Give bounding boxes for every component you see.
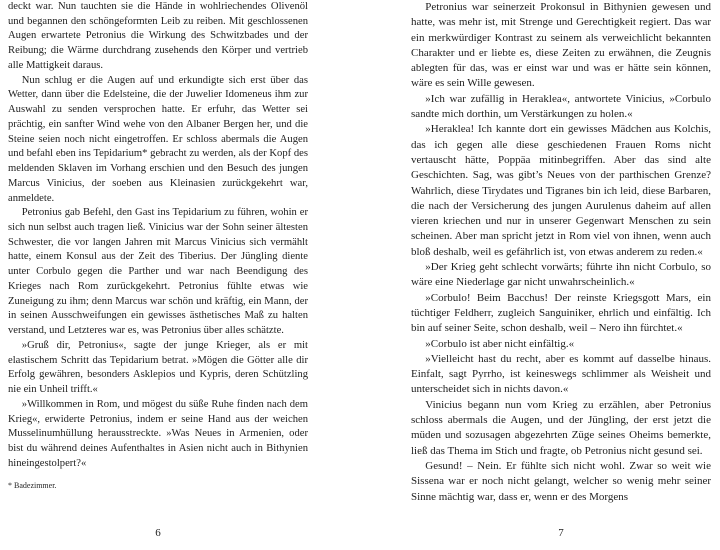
paragraph: Gesund! – Nein. Er fühlte sich nicht wohl. Zwar so weit wie Sissena war er noch nicht gelangt, welcher so wenig mehr seiner Sinne mächtig war, dass er, wenn er des Morgens [411,459,711,503]
page-number: 6 [155,527,161,539]
paragraph: »Gruß dir, Petronius«, sagte der junge Krieger, als er mit elastischem Schritt das Tepidarium betrat. »Mögen die Götter alle dir Erfolg gewähren, besonders Asklepios und Kypris, deren Schützling nie ein Unheil trifft.« [8,339,308,396]
paragraph: »Vielleicht hast du recht, aber es kommt auf dasselbe hinaus. Einfalt, sagt Pyrrho, ist keineswegs schlimmer als Weisheit und unterscheidet sich in nichts davon.« [411,352,711,396]
paragraph: Petronius gab Befehl, den Gast ins Tepidarium zu führen, wohin er sich nun selbst auch tragen ließ. Vinicius war der Sohn seiner ältesten Schwester, die vor langen Jahren mit Marcus Vinicius sich vermählt hatte, einem Konsul aus der Zeit des Tiberius. Der Jüngling diente unter Corbulo gegen die Parther und war nach Beendigung des Krieges nach Rom zurückgekehrt. Petronius fühlte etwas wie Zuneigung zu ihm; denn Marcus war schön und kräftig, ein Mann, der in seinen Ausschweifungen ein gewisses ästhetisches Maß zu halten verstand, und Letzteres war es, was Petronius über alles schätzte. [8,207,308,337]
paragraph: »Corbulo! Beim Bacchus! Der reinste Kriegsgott Mars, ein tüchtiger Feldherr, zugleich Sanguiniker, ehrlich und einfältig. Ich bin auf seiner Seite, schon deshalb, weil – Nero ihn fürchtet.« [411,291,711,335]
paragraph: »Willkommen in Rom, und mögest du süße Ruhe finden nach dem Krieg«, erwiderte Petronius, indem er seine Hand aus der weichen Musselinumhüllung herausstreckte. »Was Neues in Armenien, oder bist du während deines Aufenthaltes in Asien nicht auch in Bithynien hineingestolpert?« [8,398,308,469]
paragraph: »Heraklea! Ich kannte dort ein gewisses Mädchen aus Kolchis, das ich gegen alle diese geschiedenen Frauen Roms nicht vertauscht hätte, Poppäa mitinbegriffen. Aber das sind alte Geschichten. Sag, was gibt’s Neues von der parthischen Grenze? Wahrlich, diese Tirydates und Tigranes bin ich leid, diese Barbaren, die nach der Versicherung des jungen Aurulenus daheim auf allen vieren kriechen und nur in unserer Gegenwart Menschen zu sein scheinen. Aber man spricht jetzt in Rom viel von ihnen, wenn auch bloß deshalb, weil es gefährlich ist, von etwas anderem zu reden.« [411,123,711,258]
right-page-text [411,0,711,505]
left-page-text [8,0,308,472]
right-page [411,0,711,550]
left-page [8,0,308,550]
paragraph: deckt war. Nun tauchten sie die Hände in wohlriechendes Olivenöl und begannen den schöngeformten Leib zu reiben. Mit geschlossenen Augen erwartete Petronius die Wirkung des Schwitzbades und der Reibung; die Wärme durchdrang zusehends den Körper und vertrieb alle Mattigkeit daraus. [8,1,308,71]
paragraph: »Ich war zufällig in Heraklea«, antwortete Vinicius, »Corbulo sandte mich dorthin, um Verstärkungen zu holen.« [411,92,711,121]
paragraph: Vinicius begann nun vom Krieg zu erzählen, aber Petronius schloss abermals die Augen, und der Jüngling, der erst jetzt die müden und sozusagen abgezehrten Züge seines Oheims bemerkte, ließ das Thema im Stich und fragte, ob Petronius nicht gesund sei. [411,398,711,457]
paragraph: »Corbulo ist aber nicht einfältig.« [425,337,575,350]
paragraph: Nun schlug er die Augen auf und erkundigte sich erst über das Wetter, dann über die Edelsteine, die der Juwelier Idomeneus ihm zur Auswahl zu senden versprochen hatte. Er erfuhr, das Wetter sei prächtig, ein sanfter Wind wehe von den Albaner Bergen her, und die Steine seien noch nicht eingetroffen. Er schloss abermals die Augen und befahl eben ins Tepidarium* gebracht zu werden, als der Kopf des meldenden Sklaven im Vorhang erschien und den Besuch des jungen Marcus Vinicius, der soeben aus Kleinasien zurückgekehrt war, anmeldete. [8,74,308,204]
paragraph: Petronius war seinerzeit Prokonsul in Bithynien gewesen und hatte, was mehr ist, mit Strenge und Gerechtigkeit regiert. Das war ein merkwürdiger Kontrast zu seinem als verweichlicht bekannten Charakter und er liebte es, diese Zeiten zu erwähnen, die Zeugnis ablegten für das, was er einst war und was er hätte sein können, wäre es sein Wille gewesen. [411,1,711,90]
paragraph: »Der Krieg geht schlecht vorwärts; führte ihn nicht Corbulo, so wäre eine Niederlage gar nicht unwahrscheinlich.« [411,261,711,289]
page-number: 7 [558,527,564,539]
footnote: * Badezimmer. [8,481,57,490]
